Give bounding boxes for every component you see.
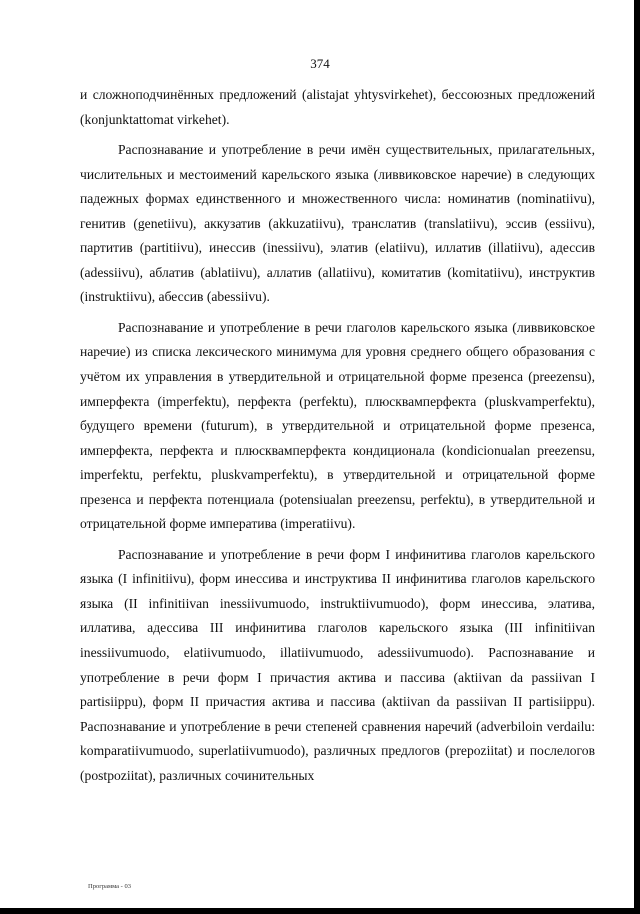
paragraph-continuation: и сложноподчинённых предложений (alistajat yhtysvirkehet), бессоюзных предложений (konjunktattomat virkehet). xyxy=(80,87,595,127)
footer-note: Программа - 03 xyxy=(88,883,131,890)
paragraph-nouns: Распознавание и употребление в речи имён существительных, прилагательных, числительных и местоимений карельского языка (ливвиковское наречие) в следующих падежных формах единственного и множественного числа: номинатив (nominatiivu), генитив (genetiivu), аккузатив (akkuzatiivu), транслатив (translatiivu), эссив (essiivu), партитив (partitiivu), инессив (inessiivu), элатив (elatiivu), иллатив (illatiivu), адессив (adessiivu), аблатив (ablatiivu), аллатив (allatiivu), комитатив (komitatiivu), инструктив (instruktiivu), абессив (abessiivu). xyxy=(80,142,595,305)
paragraph-infinitives: Распознавание и употребление в речи форм I инфинитива глаголов карельского языка (I infinitiivu), форм инессива и инструктива II инфинитива глаголов карельского языка (II infinitiivan inessiivumuodo, instruktiivumuodo), форм инессива, элатива, иллатива, адессива III инфинитива глаголов карельского языка (III infinitiivan inessiivumuodo, elatiivumuodo, illatiivumuodo, adessiivumuodo). Распознавание и употребление в речи форм I причастия актива и пассива (aktiivan da passiivan I partisiippu), форм II причастия актива и пассива (aktiivan da passiivan II partisiippu). Распознавание и употребление в речи степеней сравнения наречий (adverbiloin verdailu: komparatiivumuodo, superlatiivumuodo), различных предлогов (prepoziitat) и послелогов (postpoziitat), различных сочинительных xyxy=(80,546,595,783)
page-number: 374 xyxy=(310,56,330,71)
body-text xyxy=(80,83,595,788)
paragraph-verbs: Распознавание и употребление в речи глаголов карельского языка (ливвиковское наречие) из списка лексического минимума для уровня среднего общего образования с учётом их управления в утвердительной и отрицательной форме презенса (preezensu), имперфекта (imperfektu), перфекта (perfektu), плюсквамперфекта (pluskvamperfektu), будущего времени (futurum), в утвердительной и отрицательной форме презенса, имперфекта, перфекта и плюсквамперфекта кондиционала (kondicionualan preezensu, imperfektu, perfektu, pluskvamperfektu), в утвердительной и отрицательной форме презенса и перфекта потенциала (potensiualan preezensu, perfektu), в утвердительной и отрицательной форме императива (imperatiivu). xyxy=(80,319,595,532)
